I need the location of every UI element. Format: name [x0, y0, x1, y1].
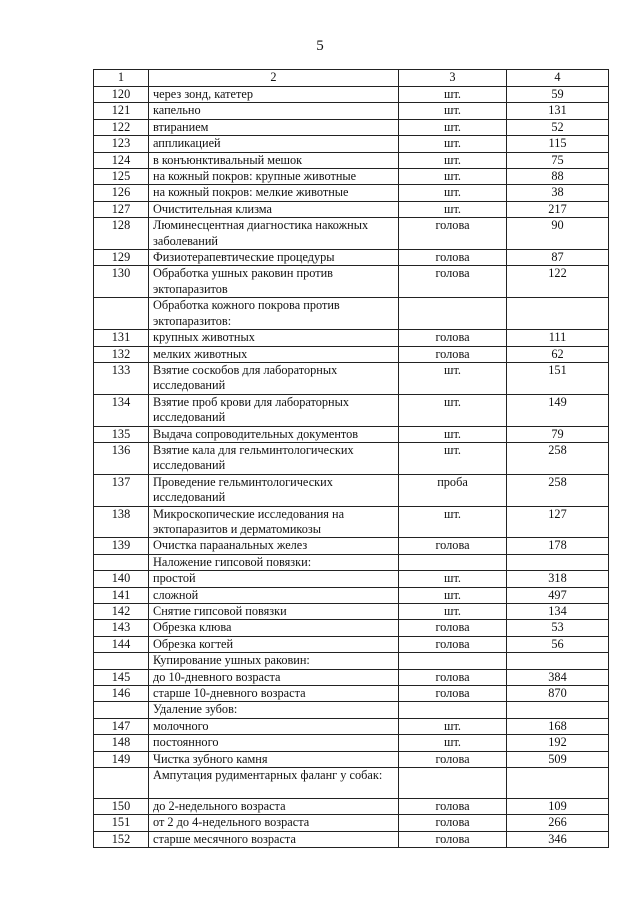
cell-unit: шт.	[399, 718, 507, 734]
table-row	[94, 604, 609, 620]
cell-service-name: до 2-недельного возраста	[149, 799, 399, 815]
table-row	[94, 394, 609, 426]
cell-number: 125	[94, 169, 149, 185]
cell-number: 122	[94, 119, 149, 135]
cell-price: 56	[507, 636, 609, 652]
cell-unit: голова	[399, 538, 507, 554]
table-row	[94, 87, 609, 103]
cell-number: 126	[94, 185, 149, 201]
table-row	[94, 152, 609, 168]
cell-service-name: Взятие проб крови для лабораторных исследований	[149, 394, 399, 426]
cell-number: 135	[94, 426, 149, 442]
table-row	[94, 266, 609, 298]
cell-number: 142	[94, 604, 149, 620]
page-number: 5	[316, 38, 324, 54]
cell-unit: шт.	[399, 103, 507, 119]
cell-unit	[399, 653, 507, 669]
cell-service-name: простой	[149, 571, 399, 587]
table-row	[94, 136, 609, 152]
cell-price: 509	[507, 751, 609, 767]
cell-price	[507, 298, 609, 330]
table-row	[94, 702, 609, 718]
cell-service-name: Наложение гипсовой повязки:	[149, 554, 399, 570]
cell-unit: шт.	[399, 506, 507, 538]
cell-unit	[399, 298, 507, 330]
cell-price: 122	[507, 266, 609, 298]
cell-price: 266	[507, 815, 609, 831]
cell-service-name: от 2 до 4-недельного возраста	[149, 815, 399, 831]
cell-number: 151	[94, 815, 149, 831]
cell-price: 88	[507, 169, 609, 185]
column-header-price: 4	[507, 70, 609, 87]
cell-service-name: через зонд, катетер	[149, 87, 399, 103]
cell-number	[94, 702, 149, 718]
table-row	[94, 474, 609, 506]
cell-price	[507, 653, 609, 669]
cell-number: 120	[94, 87, 149, 103]
cell-service-name: старше месячного возраста	[149, 831, 399, 847]
cell-service-name: Снятие гипсовой повязки	[149, 604, 399, 620]
cell-unit: голова	[399, 831, 507, 847]
cell-unit: шт.	[399, 152, 507, 168]
table-row	[94, 669, 609, 685]
table-row	[94, 169, 609, 185]
cell-unit: шт.	[399, 87, 507, 103]
cell-price: 178	[507, 538, 609, 554]
cell-number: 141	[94, 587, 149, 603]
cell-service-name: Обрезка когтей	[149, 636, 399, 652]
cell-number	[94, 653, 149, 669]
cell-price: 258	[507, 442, 609, 474]
cell-service-name: Чистка зубного камня	[149, 751, 399, 767]
table-row	[94, 442, 609, 474]
cell-service-name: Взятие соскобов для лабораторных исследований	[149, 362, 399, 394]
cell-number: 140	[94, 571, 149, 587]
cell-price: 346	[507, 831, 609, 847]
cell-unit: голова	[399, 799, 507, 815]
cell-unit: голова	[399, 636, 507, 652]
column-header-name: 2	[149, 70, 399, 87]
cell-number: 130	[94, 266, 149, 298]
cell-service-name: до 10-дневного возраста	[149, 669, 399, 685]
table-row	[94, 119, 609, 135]
cell-number	[94, 554, 149, 570]
cell-number: 145	[94, 669, 149, 685]
table-row	[94, 362, 609, 394]
cell-price: 870	[507, 686, 609, 702]
cell-unit: шт.	[399, 587, 507, 603]
cell-unit: голова	[399, 815, 507, 831]
cell-number: 146	[94, 686, 149, 702]
table-row	[94, 346, 609, 362]
cell-price	[507, 702, 609, 718]
column-header-number: 1	[94, 70, 149, 87]
cell-service-name: сложной	[149, 587, 399, 603]
cell-unit	[399, 702, 507, 718]
column-header-unit: 3	[399, 70, 507, 87]
cell-price: 38	[507, 185, 609, 201]
cell-service-name: Обрезка клюва	[149, 620, 399, 636]
cell-unit: шт.	[399, 136, 507, 152]
cell-unit: голова	[399, 330, 507, 346]
cell-price: 217	[507, 201, 609, 217]
cell-service-name: аппликацией	[149, 136, 399, 152]
table-row	[94, 201, 609, 217]
cell-unit	[399, 768, 507, 799]
cell-unit: голова	[399, 686, 507, 702]
cell-number	[94, 298, 149, 330]
table-row	[94, 571, 609, 587]
cell-unit: голова	[399, 266, 507, 298]
table-row	[94, 298, 609, 330]
cell-service-name: Очистка параанальных желез	[149, 538, 399, 554]
cell-unit: голова	[399, 218, 507, 250]
cell-unit: шт.	[399, 362, 507, 394]
price-table	[93, 69, 609, 848]
cell-unit: шт.	[399, 119, 507, 135]
cell-service-name: Купирование ушных раковин:	[149, 653, 399, 669]
table-row	[94, 426, 609, 442]
cell-unit: проба	[399, 474, 507, 506]
cell-number: 129	[94, 250, 149, 266]
table-row	[94, 250, 609, 266]
cell-price: 497	[507, 587, 609, 603]
cell-price: 384	[507, 669, 609, 685]
cell-price: 168	[507, 718, 609, 734]
table-header-row	[94, 70, 609, 87]
cell-service-name: Обработка ушных раковин против эктопаразитов	[149, 266, 399, 298]
cell-number: 128	[94, 218, 149, 250]
cell-price: 79	[507, 426, 609, 442]
cell-price: 258	[507, 474, 609, 506]
cell-number: 123	[94, 136, 149, 152]
cell-price: 134	[507, 604, 609, 620]
table-body	[94, 87, 609, 848]
cell-service-name: втиранием	[149, 119, 399, 135]
table-row	[94, 218, 609, 250]
cell-unit: шт.	[399, 442, 507, 474]
cell-unit: голова	[399, 751, 507, 767]
table-row	[94, 735, 609, 751]
cell-price: 115	[507, 136, 609, 152]
table-row	[94, 185, 609, 201]
cell-unit: шт.	[399, 169, 507, 185]
cell-service-name: крупных животных	[149, 330, 399, 346]
cell-service-name: на кожный покров: мелкие животные	[149, 185, 399, 201]
cell-price	[507, 554, 609, 570]
cell-price: 62	[507, 346, 609, 362]
cell-price: 318	[507, 571, 609, 587]
cell-number: 131	[94, 330, 149, 346]
cell-number: 133	[94, 362, 149, 394]
cell-service-name: Микроскопические исследования на эктопаразитов и дерматомикозы	[149, 506, 399, 538]
cell-service-name: Люминесцентная диагностика накожных заболеваний	[149, 218, 399, 250]
cell-service-name: на кожный покров: крупные животные	[149, 169, 399, 185]
cell-number: 143	[94, 620, 149, 636]
cell-price: 53	[507, 620, 609, 636]
cell-unit: шт.	[399, 735, 507, 751]
table-row	[94, 506, 609, 538]
table-row	[94, 636, 609, 652]
cell-service-name: капельно	[149, 103, 399, 119]
table-row	[94, 103, 609, 119]
cell-number: 152	[94, 831, 149, 847]
cell-unit: шт.	[399, 201, 507, 217]
cell-service-name: Физиотерапевтические процедуры	[149, 250, 399, 266]
table-row	[94, 653, 609, 669]
table-row	[94, 751, 609, 767]
cell-unit: шт.	[399, 571, 507, 587]
cell-price: 109	[507, 799, 609, 815]
cell-number: 136	[94, 442, 149, 474]
cell-price: 87	[507, 250, 609, 266]
cell-unit: шт.	[399, 604, 507, 620]
table-row	[94, 587, 609, 603]
cell-service-name: Выдача сопроводительных документов	[149, 426, 399, 442]
cell-service-name: Очистительная клизма	[149, 201, 399, 217]
table-row	[94, 815, 609, 831]
cell-service-name: Взятие кала для гельминтологических исследований	[149, 442, 399, 474]
cell-unit: шт.	[399, 394, 507, 426]
cell-number: 149	[94, 751, 149, 767]
cell-price: 59	[507, 87, 609, 103]
cell-price: 192	[507, 735, 609, 751]
cell-price: 149	[507, 394, 609, 426]
cell-price: 111	[507, 330, 609, 346]
cell-service-name: Проведение гельминтологических исследований	[149, 474, 399, 506]
cell-price: 127	[507, 506, 609, 538]
cell-service-name: молочного	[149, 718, 399, 734]
cell-price: 151	[507, 362, 609, 394]
table-row	[94, 799, 609, 815]
cell-service-name: Удаление зубов:	[149, 702, 399, 718]
cell-number	[94, 768, 149, 799]
cell-number: 137	[94, 474, 149, 506]
cell-service-name: мелких животных	[149, 346, 399, 362]
cell-number: 139	[94, 538, 149, 554]
cell-price: 75	[507, 152, 609, 168]
table-row	[94, 330, 609, 346]
table-row	[94, 718, 609, 734]
cell-unit: шт.	[399, 185, 507, 201]
cell-service-name: Обработка кожного покрова против эктопаразитов:	[149, 298, 399, 330]
cell-unit: голова	[399, 346, 507, 362]
cell-number: 148	[94, 735, 149, 751]
cell-unit	[399, 554, 507, 570]
cell-price	[507, 768, 609, 799]
table-row	[94, 620, 609, 636]
table-row	[94, 686, 609, 702]
cell-unit: голова	[399, 620, 507, 636]
table-row	[94, 831, 609, 847]
cell-unit: шт.	[399, 426, 507, 442]
cell-price: 131	[507, 103, 609, 119]
cell-number: 144	[94, 636, 149, 652]
table-row	[94, 538, 609, 554]
cell-service-name: в конъюнктивальный мешок	[149, 152, 399, 168]
table-row	[94, 768, 609, 799]
cell-number: 150	[94, 799, 149, 815]
cell-number: 138	[94, 506, 149, 538]
cell-service-name: Ампутация рудиментарных фаланг у собак:	[149, 768, 399, 799]
cell-unit: голова	[399, 669, 507, 685]
cell-price: 90	[507, 218, 609, 250]
cell-unit: голова	[399, 250, 507, 266]
cell-number: 147	[94, 718, 149, 734]
cell-number: 124	[94, 152, 149, 168]
cell-number: 134	[94, 394, 149, 426]
cell-number: 127	[94, 201, 149, 217]
table-row	[94, 554, 609, 570]
cell-service-name: старше 10-дневного возраста	[149, 686, 399, 702]
cell-price: 52	[507, 119, 609, 135]
cell-number: 121	[94, 103, 149, 119]
cell-number: 132	[94, 346, 149, 362]
cell-service-name: постоянного	[149, 735, 399, 751]
